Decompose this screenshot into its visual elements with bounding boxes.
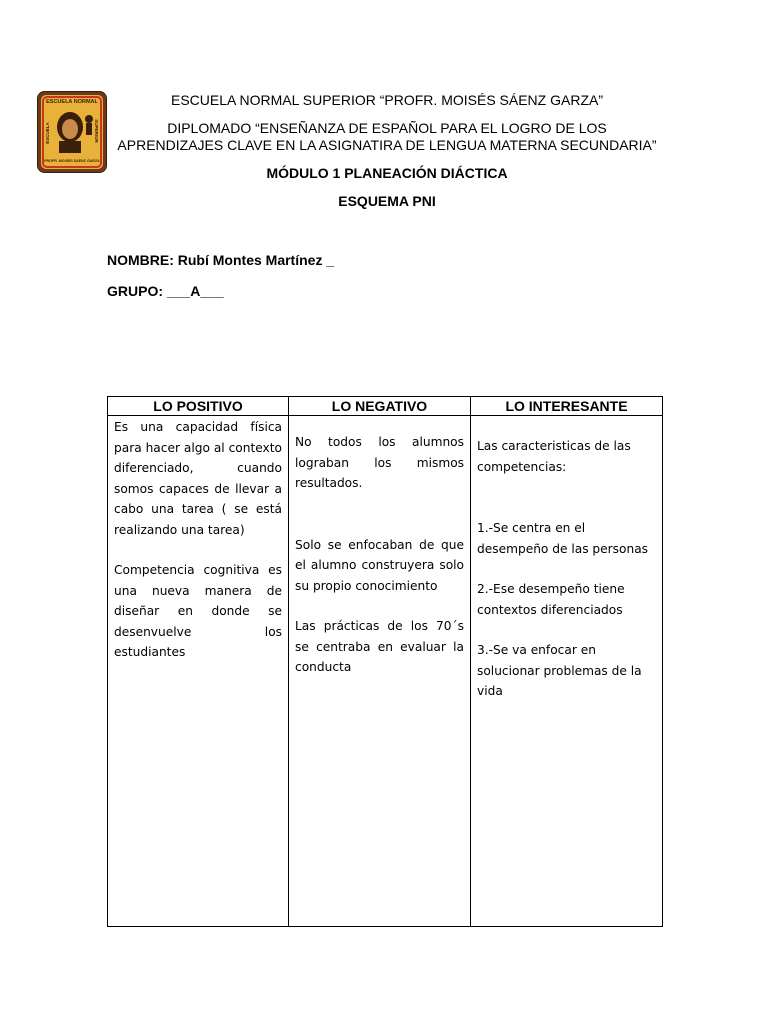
pni-table [107,396,663,927]
interesting-cell [471,416,663,927]
school-logo [37,91,107,173]
school-seal-icon [37,91,107,173]
diploma-line-1: DIPLOMADO “ENSEÑANZA DE ESPAÑOL PARA EL LOGRO DE LOS [167,120,607,136]
interesting-item-3: 2.-Ese desempeño tiene contextos diferenciados [477,582,625,617]
student-name: NOMBRE: Rubí Montes Martínez _ [107,252,335,268]
header-interesting: LO INTERESANTE [471,397,663,416]
table-header-row [108,397,663,416]
negative-item-2: Solo se enfocaban de que el alumno construyera solo su propio conocimiento [295,537,464,593]
header-positive: LO POSITIVO [108,397,289,416]
interesting-item-1: Las caracteristicas de las competencias: [477,439,631,474]
logo-top-text: ESCUELA NORMAL [46,99,98,105]
negative-item-1: No todos los alumnos lograban los mismos resultados. [295,435,464,490]
logo-right-text: SUPERIOR [94,119,99,143]
diploma-title [107,120,667,154]
interesting-item-4: 3.-Se va enfocar en solucionar problemas de la vida [477,643,642,698]
table-row [108,416,663,927]
negative-item-3: Las prácticas de los 70´s se centraba en evaluar la conducta [295,619,464,674]
logo-left-text: ESCUELA [45,122,50,144]
logo-bottom-text: PROFR. MOISES SAENZ GARZA [44,159,100,163]
positive-item-1: Es una capacidad física para hacer algo al contexto diferenciado, cuando somos capaces de llevar a cabo una tarea ( se está realizando una tarea) [114,420,282,537]
scheme-title: ESQUEMA PNI [338,193,436,209]
module-title: MÓDULO 1 PLANEACIÓN DIÁCTICA [266,165,508,181]
student-group: GRUPO: ___A___ [107,283,224,299]
diploma-line-2: APRENDIZAJES CLAVE EN LA ASIGNATIRA DE LENGUA MATERNA SECUNDARIA” [117,137,657,153]
negative-cell [289,416,471,927]
interesting-item-2: 1.-Se centra en el desempeño de las personas [477,521,649,556]
positive-cell [108,416,289,927]
positive-item-2: Competencia cognitiva es una nueva manera de diseñar en donde se desenvuelve los estudiantes [114,563,282,659]
school-name: ESCUELA NORMAL SUPERIOR “PROFR. MOISÉS SÁENZ GARZA” [171,92,603,108]
header-negative: LO NEGATIVO [289,397,471,416]
